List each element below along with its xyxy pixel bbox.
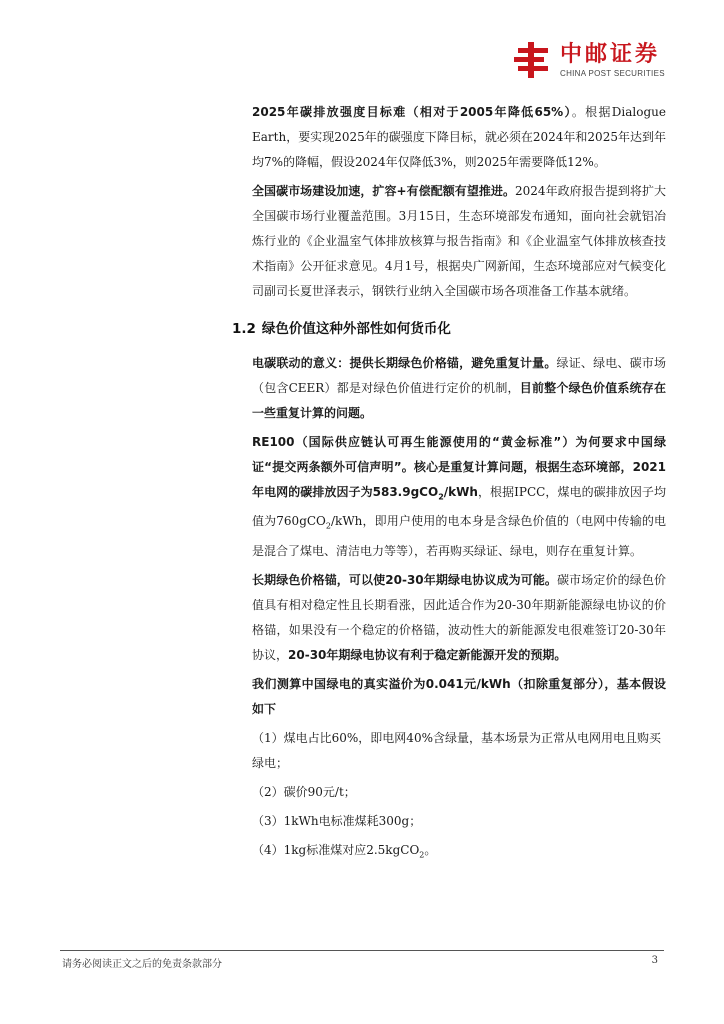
subscript: 2 — [325, 521, 331, 531]
assumption-item: （3）1kWh电标准煤耗300g； — [252, 813, 422, 828]
section-heading — [232, 317, 666, 341]
paragraph-price-anchor — [252, 568, 666, 668]
paragraph-premium-estimate — [252, 672, 666, 722]
paragraph-lead: 长期绿色价格锚，可以使20-30年期绿电协议成为可能。 — [252, 572, 558, 587]
paragraph-text: /kWh，即用户使用的电本身是含绿色价值的（电网中传输的电是混合了煤电、清洁电力等等），若再购买绿证、绿电，则存在重复计算。 — [252, 514, 666, 558]
paragraph-carbon-intensity — [252, 100, 666, 175]
paragraph-text: 碳市场定价的绿色价值具有相对稳定性且长期看涨，因此适合作为20-30年期新能源绿电协议的价格锚，如果没有一个稳定的价格锚，波动性大的新能源发电很难签订20-30年协议， — [252, 572, 666, 662]
subscript: 2 — [438, 492, 444, 502]
section-number: 1.2 — [232, 321, 256, 337]
page-number: 3 — [651, 955, 658, 966]
paragraph-lead: 电碳联动的意义：提供长期绿色价格锚，避免重复计量。 — [252, 356, 557, 370]
china-post-logo-icon — [512, 42, 552, 78]
paragraph-emphasis: 目前整个绿色价值系统存在一些重复计算的问题。 — [252, 381, 666, 420]
section-title: 绿色价值这种外部性如何货币化 — [261, 321, 451, 337]
assumption-end: 。 — [424, 842, 437, 857]
footer-divider — [60, 950, 664, 951]
paragraph-lead: RE100（国际供应链认可再生能源使用的“黄金标准”）为何要求中国绿证“提交两条额外可信声明”。核心是重复计算问题，根据生态环境部，2021年电网的碳排放因子为583.9gCO — [252, 435, 666, 499]
logo-english-name: CHINA POST SECURITIES — [560, 69, 665, 78]
paragraph-text: 。根据Dialogue Earth，要实现2025年的碳强度下降目标，就必须在2024年和2025年达到年均7%的降幅，假设2024年仅降低3%，则2025年需要降低12%。 — [252, 105, 666, 169]
main-content — [232, 100, 666, 871]
paragraph-text: 2024年政府报告提到将扩大全国碳市场行业覆盖范围。3月15日，生态环境部发布通知，面向社会就铝冶炼行业的《企业温室气体排放核算与报告指南》和《企业温室气体排放核查技术指南》公开征求意见。4月1号，根据央广网新闻，生态环境部应对气候变化司副司长夏世泽表示，钢铁行业纳入全国碳市场各项准备工作基本就绪。 — [252, 184, 666, 298]
assumption-text: （4）1kg标准煤对应2.5kgCO — [252, 842, 420, 857]
paragraph-lead: 我们测算中国绿电的真实溢价为0.041元/kWh（扣除重复部分），基本假设如下 — [252, 676, 666, 716]
company-logo — [512, 40, 672, 84]
footer-disclaimer: 请务必阅读正文之后的免责条款部分 — [62, 959, 222, 970]
assumption-item — [252, 838, 666, 867]
paragraph-emphasis: 20-30年期绿电协议有利于稳定新能源开发的预期。 — [288, 647, 567, 662]
paragraph-lead: 全国碳市场建设加速，扩容+有偿配额有望推进。 — [252, 184, 516, 198]
paragraph-power-carbon-link — [252, 351, 666, 426]
paragraph-text: 绿证、绿电、碳市场（包含CEER）都是对绿色价值进行定价的机制， — [252, 356, 666, 395]
logo-chinese-name: 中邮证券 — [560, 42, 661, 67]
paragraph-re100 — [252, 430, 666, 564]
paragraph-text: ，根据IPCC，煤电的碳排放因子均值为760gCO — [252, 485, 666, 529]
subscript: 2 — [419, 850, 425, 860]
assumption-item: （2）碳价90元/t； — [252, 784, 356, 799]
paragraph-lead-end: /kWh — [443, 485, 478, 499]
paragraph-carbon-market — [252, 179, 666, 304]
assumption-item: （1）煤电占比60%，即电网40%含绿量，基本场景为正常从电网用电且购买绿电； — [252, 730, 661, 770]
paragraph-lead: 2025年碳排放强度目标难（相对于2005年降低65%） — [252, 105, 572, 119]
